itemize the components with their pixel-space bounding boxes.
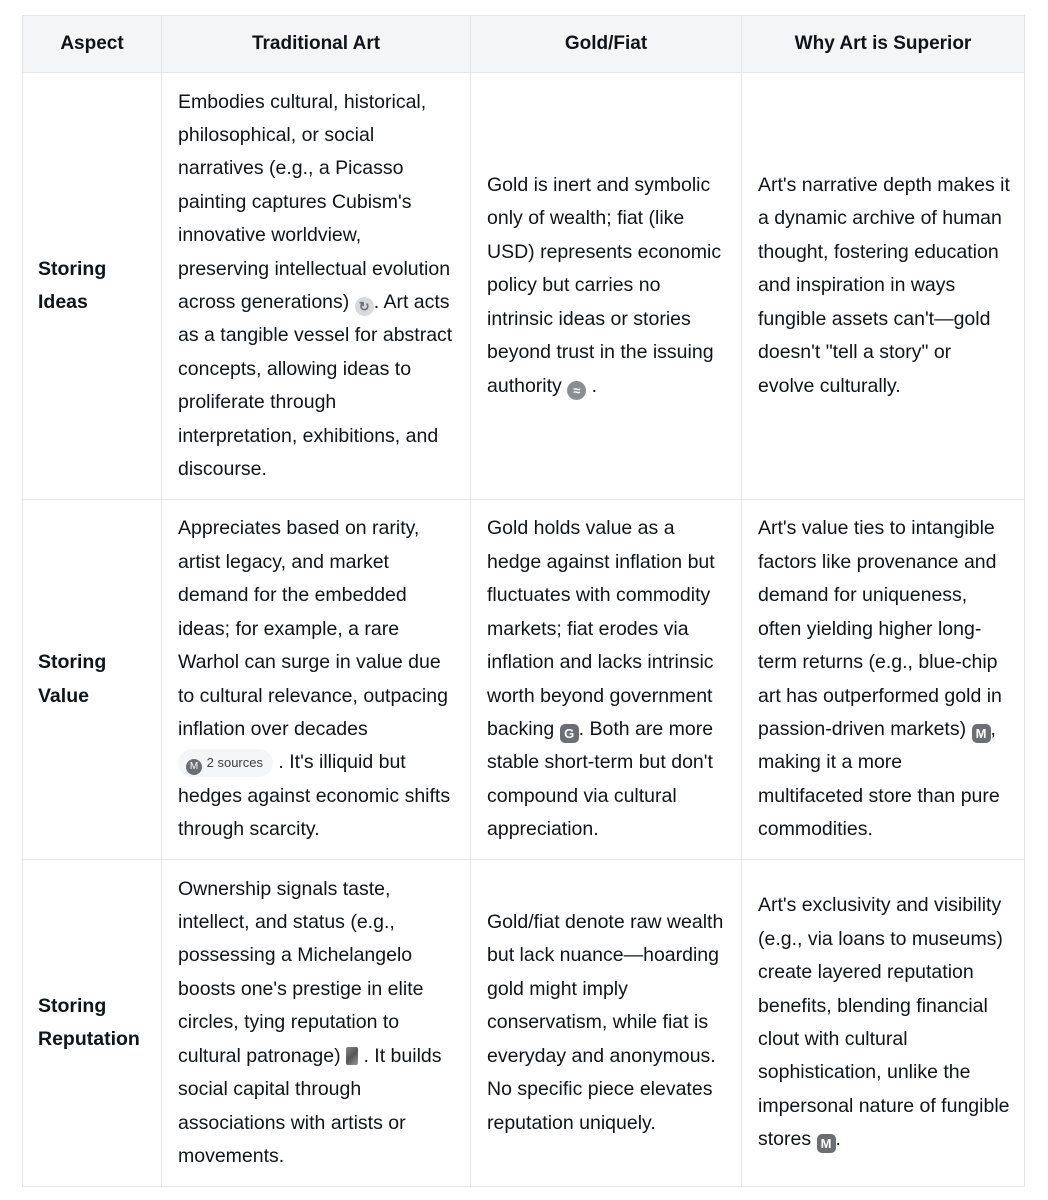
header-traditional-art: Traditional Art bbox=[162, 16, 471, 73]
header-aspect: Aspect bbox=[23, 16, 162, 73]
table-row bbox=[23, 73, 1025, 500]
cite-zigzag-icon[interactable]: ≈ bbox=[567, 381, 586, 400]
cite-google-icon[interactable]: G bbox=[560, 724, 579, 743]
traditional-art-cell: Ownership signals taste, intellect, and status (e.g., possessing a Michelangelo boosts one's prestige in elite circles, tying reputation to cultural patronage) . It builds social capital through associations with artists or movements. bbox=[162, 860, 471, 1187]
comparison-table bbox=[22, 15, 1025, 1187]
traditional-art-cell: Embodies cultural, historical, philosophical, or social narratives (e.g., a Picasso painting captures Cubism's innovative worldview, preserving intellectual evolution across generations) ↻ . Art acts as a tangible vessel for abstract concepts, allowing ideas to proliferate through interpretation, exhibitions, and discourse. bbox=[162, 73, 471, 500]
source-m-icon: M bbox=[186, 759, 202, 775]
header-row bbox=[23, 16, 1025, 73]
aspect-cell: Storing Ideas bbox=[23, 73, 162, 500]
header-gold-fiat: Gold/Fiat bbox=[471, 16, 742, 73]
header-why-art-superior: Why Art is Superior bbox=[742, 16, 1025, 73]
traditional-art-cell: Appreciates based on rarity, artist legacy, and market demand for the embedded ideas; for example, a rare Warhol can surge in value due to cultural relevance, outpacing inflation over decades M 2 sources . It's illiquid but hedges against economic shifts through scarcity. bbox=[162, 500, 471, 860]
table-row bbox=[23, 860, 1025, 1187]
aspect-cell: Storing Reputation bbox=[23, 860, 162, 1187]
why-superior-cell: Art's value ties to intangible factors like provenance and demand for uniqueness, often yielding higher long-term returns (e.g., blue-chip art has outperformed gold in passion-driven markets) M , making it a more multifaceted store than pure commodities. bbox=[742, 500, 1025, 860]
aspect-cell: Storing Value bbox=[23, 500, 162, 860]
sources-chip[interactable]: M 2 sources bbox=[178, 749, 273, 777]
cite-pixel-icon[interactable] bbox=[346, 1047, 358, 1065]
why-superior-cell: Art's narrative depth makes it a dynamic archive of human thought, fostering education and inspiration in ways fungible assets can't—gold doesn't "tell a story" or evolve culturally. bbox=[742, 73, 1025, 500]
gold-fiat-cell: Gold/fiat denote raw wealth but lack nuance—hoarding gold might imply conservatism, while fiat is everyday and anonymous. No specific piece elevates reputation uniquely. bbox=[471, 860, 742, 1187]
why-superior-cell: Art's exclusivity and visibility (e.g., via loans to museums) create layered reputation benefits, blending financial clout with cultural sophistication, unlike the impersonal nature of fungible stores M . bbox=[742, 860, 1025, 1187]
cite-m-icon[interactable]: M bbox=[972, 724, 991, 743]
cite-m-icon[interactable]: M bbox=[817, 1134, 836, 1153]
cite-spiral-icon[interactable]: ↻ bbox=[355, 297, 374, 316]
gold-fiat-cell: Gold holds value as a hedge against inflation but fluctuates with commodity markets; fiat erodes via inflation and lacks intrinsic worth beyond government backing G . Both are more stable short-term but don't compound via cultural appreciation. bbox=[471, 500, 742, 860]
table-row bbox=[23, 500, 1025, 860]
gold-fiat-cell: Gold is inert and symbolic only of wealth; fiat (like USD) represents economic policy but carries no intrinsic ideas or stories beyond trust in the issuing authority ≈ . bbox=[471, 73, 742, 500]
